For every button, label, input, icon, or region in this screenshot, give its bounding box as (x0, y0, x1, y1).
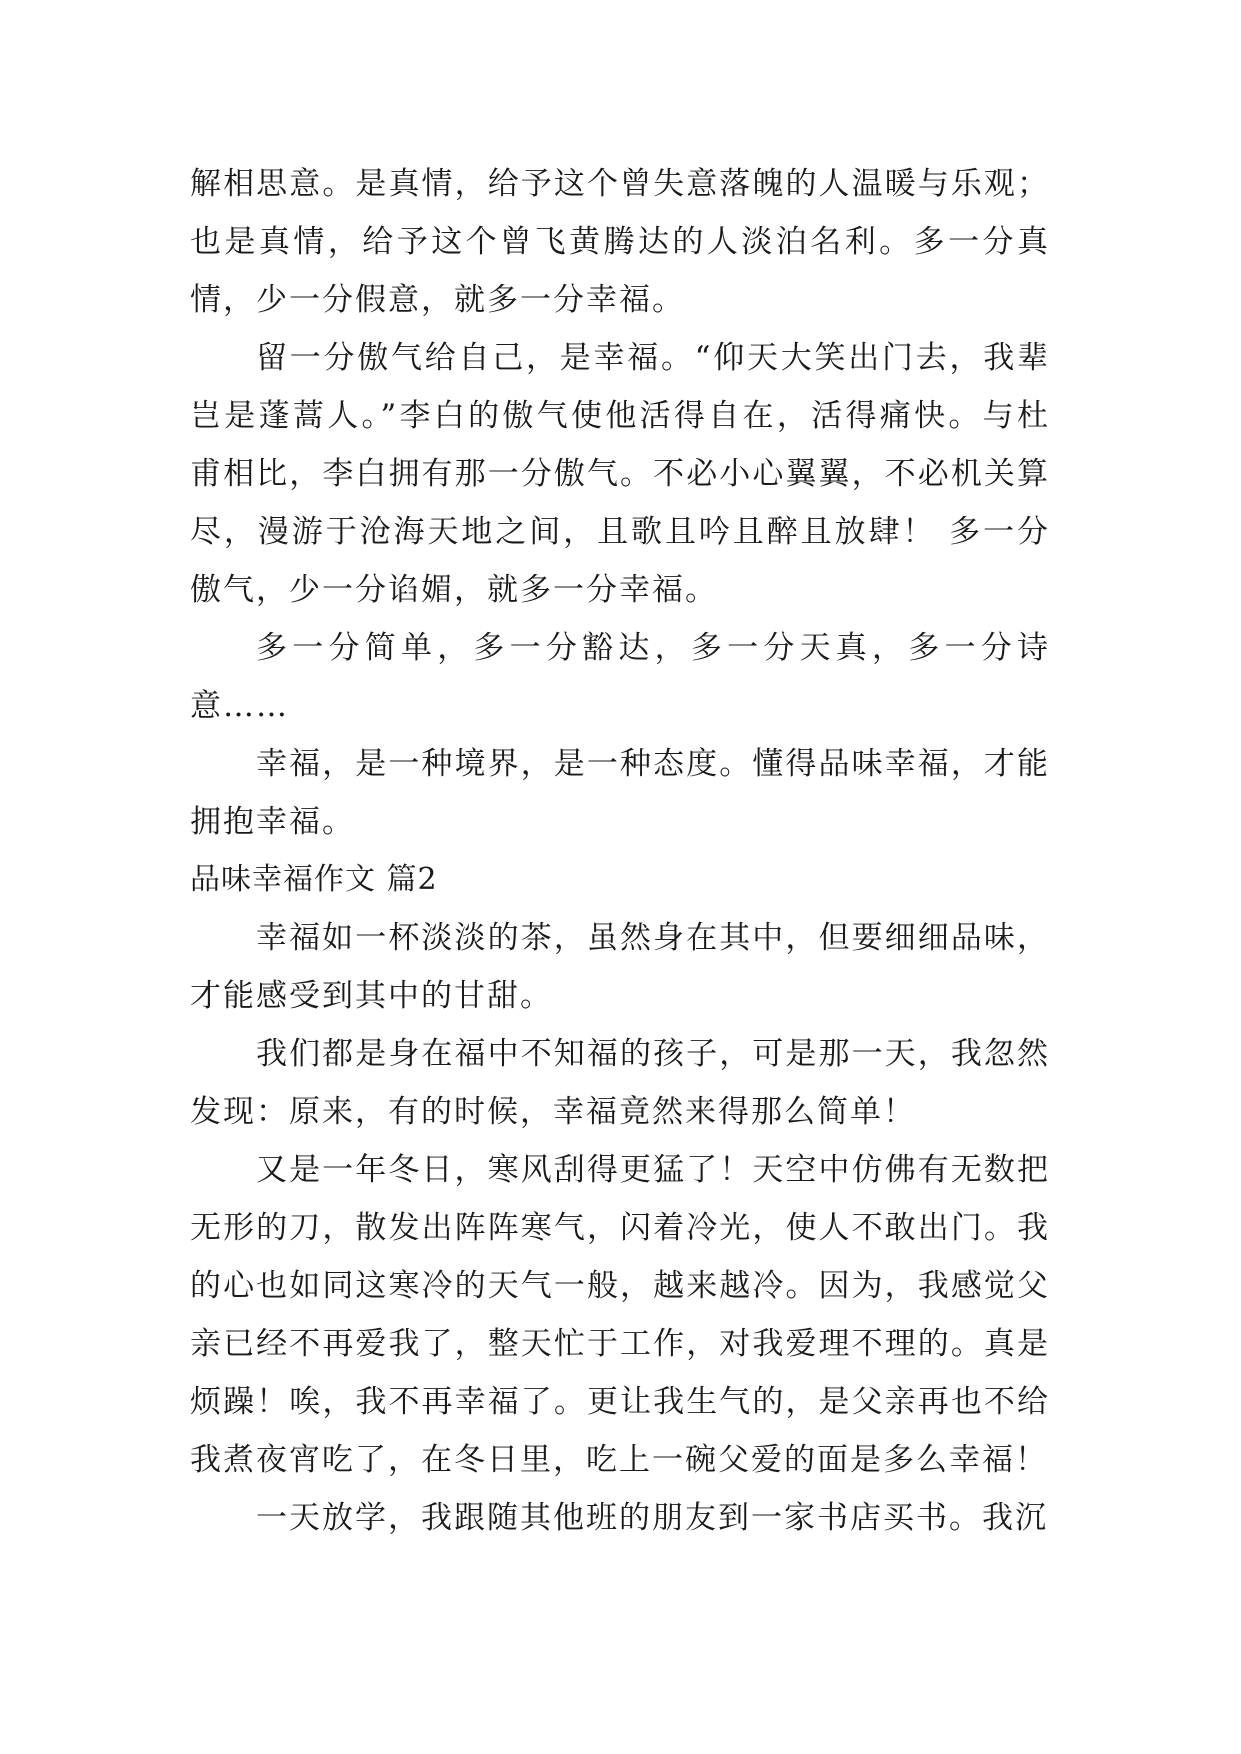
section-heading: 品味幸福作文 篇2 (190, 862, 438, 897)
paragraph-bookstore: 一天放学，我跟随其他班的朋友到一家书店买书。我沉 (256, 1500, 1048, 1536)
paragraph-winter: 又是一年冬日，寒风刮得更猛了！天空中仿佛有无数把无形的刀，散发出阵阵寒气，闪着冷光，使人不敢出门。我的心也如同这寒冷的天气一般，越来越冷。因为，我感觉父亲已经不再爱我了，整天忙于工作，对我爱理不理的。真是烦躁！唉，我不再幸福了。更让我生气的，是父亲再也不给我煮夜宵吃了，在冬日里，吃上一碗父爱的面是多么幸福！ (190, 1152, 1050, 1478)
paragraph-pride: 留一分傲气给自己，是幸福。“仰天大笑出门去，我辈岂是蓬蒿人。”李白的傲气使他活得自在，活得痛快。与杜甫相比，李白拥有那一分傲气。不必小心翼翼，不必机关算尽，漫游于沧海天地之间，且歌且吟且醉且放肆！ 多一分傲气，少一分谄媚，就多一分幸福。 (190, 340, 1050, 608)
document-body (190, 155, 1050, 1547)
paragraph-tea: 幸福如一杯淡淡的茶，虽然身在其中，但要细细品味，才能感受到其中的甘甜。 (190, 920, 1050, 1014)
paragraph-discovery: 我们都是身在福中不知福的孩子，可是那一天，我忽然发现：原来，有的时候，幸福竟然来得那么简单！ (190, 1036, 1050, 1130)
paragraph-true-feeling: 解相思意。是真情，给予这个曾失意落魄的人温暖与乐观；也是真情，给予这个曾飞黄腾达的人淡泊名利。多一分真情，少一分假意，就多一分幸福。 (190, 166, 1050, 318)
paragraph-conclusion: 幸福，是一种境界，是一种态度。懂得品味幸福，才能拥抱幸福。 (190, 746, 1050, 840)
paragraph-simplicity: 多一分简单，多一分豁达，多一分天真，多一分诗意…… (190, 630, 1050, 724)
